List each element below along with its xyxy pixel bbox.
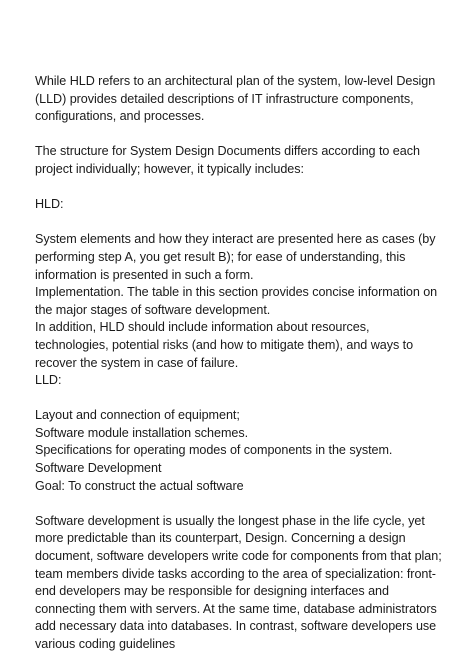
goal-line: Goal: To construct the actual software <box>35 478 244 493</box>
paragraph-gap <box>35 495 445 513</box>
paragraph-hld-additional: In addition, HLD should include information about resources, technologies, potential risks (and how to mitigate them), and ways to recover the system in case of failure. <box>35 320 414 370</box>
list-item-layout: Layout and connection of equipment; <box>35 408 240 423</box>
paragraph-gap <box>35 126 445 144</box>
paragraph-implementation: Implementation. The table in this section provides concise information on the major stages of software development. <box>35 285 438 317</box>
heading-lld: LLD: <box>35 373 62 388</box>
heading-software-development: Software Development <box>35 461 162 476</box>
document-body <box>35 73 445 654</box>
paragraph-gap <box>35 214 445 232</box>
paragraph-gap <box>35 390 445 408</box>
paragraph-software-development: Software development is usually the longest phase in the life cycle, yet more predictable than its counterpart, Design. Concerning a design document, software developers write code for components from that plan; team members divide tasks according to the area of specialization: front-end developers may be responsible for designing interfaces and connecting them with servers. At the same time, database administrators add necessary data into databases. In contrast, software developers use various coding guidelines <box>35 513 442 651</box>
paragraph-gap <box>35 179 445 197</box>
paragraph-system-elements: System elements and how they interact are presented here as cases (by performing step A, you get result B); for ease of understanding, this information is presented in such a form. <box>35 232 436 282</box>
paragraph-hld-vs-lld: While HLD refers to an architectural plan of the system, low-level Design (LLD) provides detailed descriptions of IT infrastructure components, configurations, and processes. <box>35 74 436 124</box>
list-item-installation: Software module installation schemes. <box>35 425 249 440</box>
list-item-specifications: Specifications for operating modes of components in the system. <box>35 443 393 458</box>
paragraph-structure-intro: The structure for System Design Documents differs according to each project individually; however, it typically includes: <box>35 144 420 176</box>
heading-hld: HLD: <box>35 197 64 212</box>
